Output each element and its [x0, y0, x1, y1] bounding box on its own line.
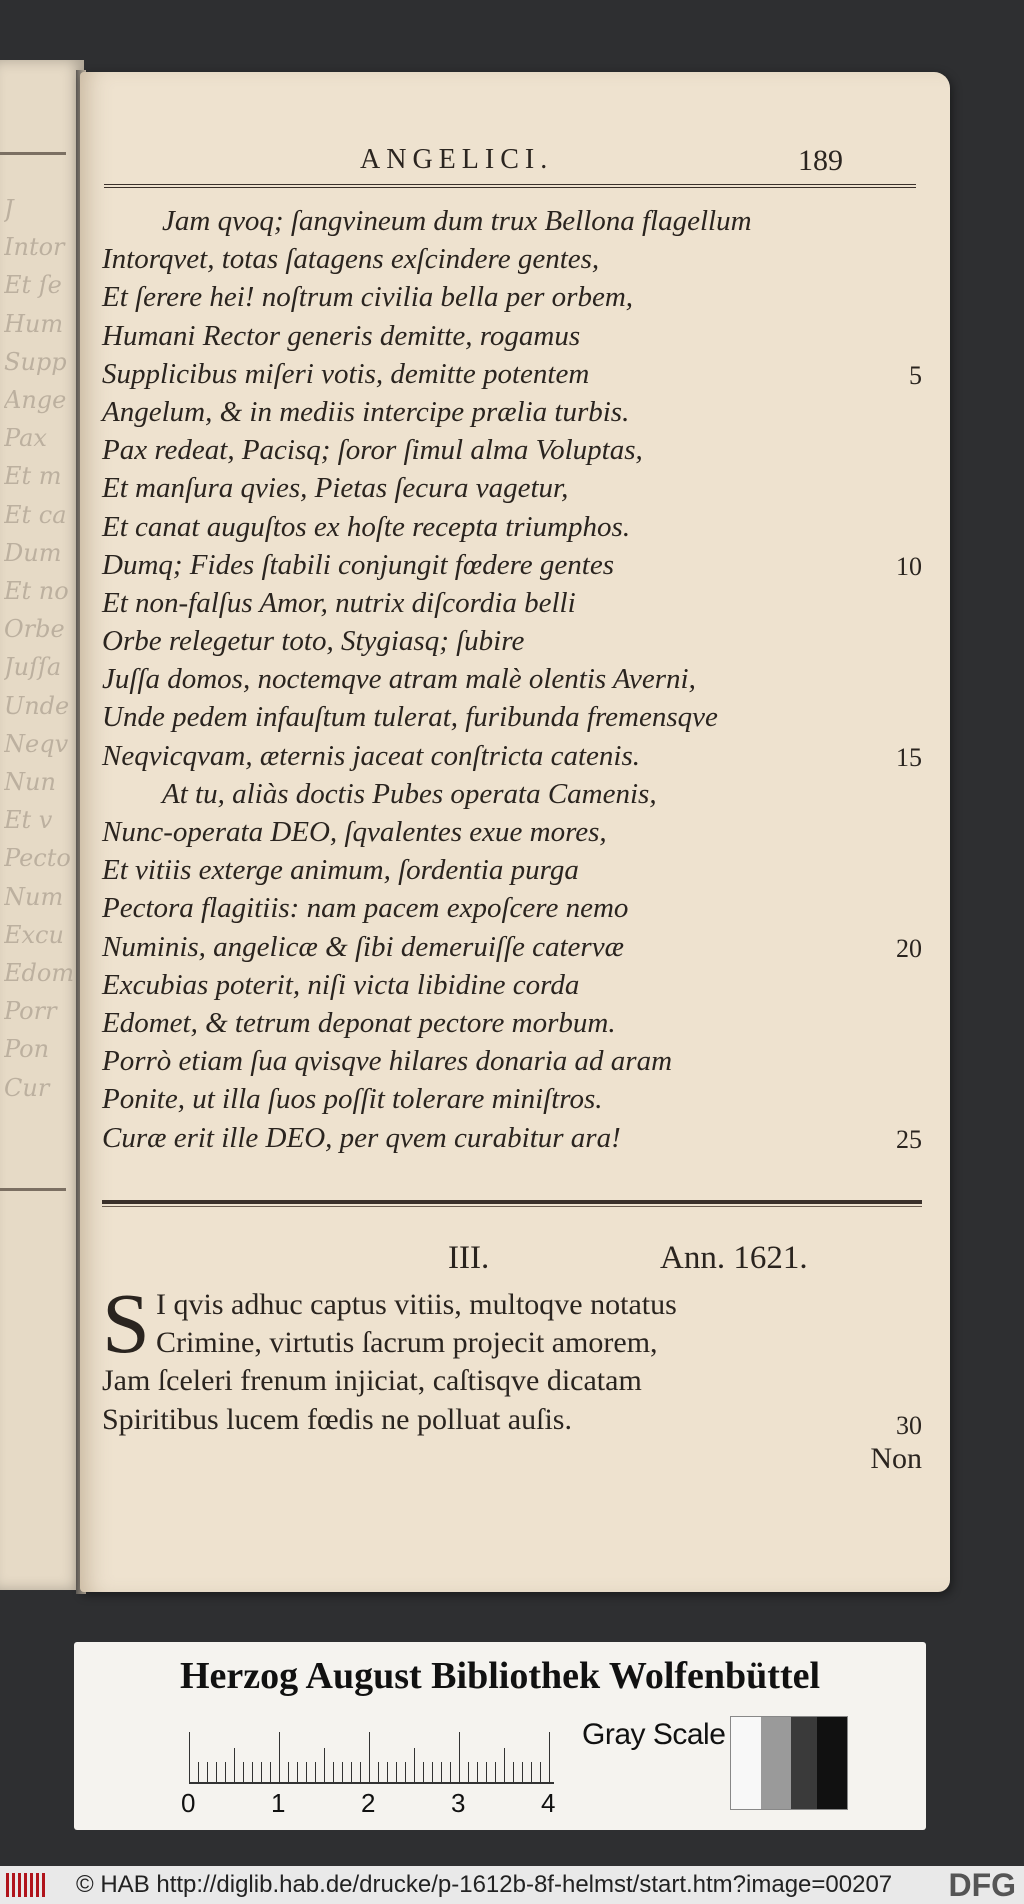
verse-text: Et non-falſus Amor, nutrix diſcordia belli [102, 586, 576, 619]
ruler-tick [279, 1732, 280, 1784]
bleed-fragment: Edom [4, 959, 75, 988]
ruler-tick [387, 1762, 388, 1784]
page-number: 189 [798, 144, 843, 177]
catchword: Non [870, 1442, 922, 1475]
bleed-fragment: Et m [4, 462, 62, 491]
verse-text: Humani Rector generis demitte, rogamus [102, 319, 581, 352]
bleed-fragment: Et ſe [4, 271, 62, 300]
verse-line [102, 966, 922, 1004]
ruler-tick [405, 1762, 406, 1784]
line-number: 15 [896, 742, 922, 772]
verse-line [102, 851, 922, 889]
ruler-tick [333, 1762, 334, 1784]
bleed-fragment: Porr [4, 997, 57, 1026]
verse-line [102, 698, 922, 736]
roman-line [102, 1286, 922, 1324]
swatch-white [731, 1717, 761, 1809]
bleed-fragment: Pecto [4, 844, 71, 873]
dfg-logo: DFG [948, 1867, 1016, 1903]
section-divider [102, 1200, 922, 1204]
roman-text: I qvis adhuc captus vitiis, multoqve notatus [156, 1288, 677, 1321]
verse-text: Jam qvoq; ſangvineum dum trux Bellona flagellum [162, 205, 752, 237]
ruler-number: 3 [451, 1788, 466, 1818]
verse-text: Et canat auguſtos ex hoſte recepta triumphos. [102, 510, 631, 543]
verse-line [102, 737, 922, 775]
swatch-dark [791, 1717, 817, 1809]
verse-text: Neqvicqvam, æternis jaceat conſtricta catenis. [102, 739, 640, 772]
verse-line [102, 1004, 922, 1042]
verse-line [102, 240, 922, 278]
bleed-fragment: Pax [4, 424, 47, 453]
ruler-tick [477, 1762, 478, 1784]
verse-line [102, 889, 922, 927]
library-name: Herzog August Bibliothek Wolfenbüttel [179, 1655, 821, 1697]
running-title: ANGELICI. [360, 144, 554, 175]
ruler-tick [189, 1732, 190, 1784]
verse-text: Supplicibus miſeri votis, demitte potentem [102, 357, 590, 390]
ruler-number: 0 [181, 1788, 196, 1818]
hab-logo-icon[interactable] [6, 1873, 46, 1897]
verse-line [102, 584, 922, 622]
line-number: 25 [896, 1124, 922, 1154]
ruler-tick [234, 1748, 235, 1784]
roman-text: Jam ſceleri frenum injiciat, caſtisqve dicatam [102, 1364, 642, 1398]
bleed-fragment: Unde [4, 691, 70, 720]
ruler-tick [423, 1762, 424, 1784]
verse-text: Intorqvet, totas ſatagens exſcindere gentes, [102, 243, 600, 276]
bleed-fragment: Nun [4, 768, 56, 797]
verse-text: At tu, aliàs doctis Pubes operata Camenis, [162, 777, 657, 810]
ruler-tick [495, 1762, 496, 1784]
verse-text: Unde pedem infauſtum tulerat, furibunda fremensqve [102, 701, 718, 734]
ruler-tick [207, 1762, 208, 1784]
head-rule [104, 184, 916, 188]
previous-page-rule [0, 152, 66, 155]
verse-line [102, 660, 922, 698]
verse-text: Numinis, angelicæ & ſibi demeruiſſe catervæ [102, 930, 624, 963]
section-number: III. [448, 1240, 490, 1276]
ruler-tick [522, 1762, 523, 1784]
verse-text: Pax redeat, Pacisq; ſoror ſimul alma Voluptas, [102, 434, 643, 467]
verse-text: Ponite, ut illa ſuos poſſit tolerare miniſtros. [102, 1083, 603, 1116]
verse-line [102, 775, 922, 813]
bleed-fragment: Et ca [4, 500, 67, 529]
roman-line [102, 1401, 922, 1439]
line-number: 30 [896, 1410, 922, 1440]
bleed-fragment: Orbe [4, 615, 65, 644]
library-label-card [74, 1642, 926, 1830]
bleed-fragment: J [4, 195, 14, 223]
ruler-tick [396, 1762, 397, 1784]
verse-line [102, 813, 922, 851]
verse-line [102, 508, 922, 546]
section-heading [80, 1240, 950, 1286]
verse-line [102, 393, 922, 431]
verse-line [102, 202, 922, 240]
line-number: 5 [909, 360, 922, 390]
previous-page-bleed-text [4, 190, 82, 1107]
bleed-fragment: Juſſa [4, 653, 62, 682]
ruler-tick [441, 1762, 442, 1784]
ruler-tick [216, 1762, 217, 1784]
verse-text: Angelum, & in mediis intercipe prælia turbis. [102, 395, 630, 428]
verse-text: Et vitiis exterge animum, ſordentia purga [102, 854, 579, 887]
section-year: Ann. 1621. [660, 1240, 808, 1276]
bleed-fragment: Neqv [4, 729, 69, 758]
ruler-tick [270, 1762, 271, 1784]
ruler-tick [297, 1762, 298, 1784]
bleed-fragment: Dum [4, 538, 62, 567]
verse-line [102, 469, 922, 507]
bleed-fragment: Supp [4, 347, 67, 376]
ruler-tick [531, 1762, 532, 1784]
verse-text: Dumq; Fides ſtabili conjungit fœdere gentes [102, 548, 614, 581]
bleed-fragment: Et no [4, 577, 69, 606]
ruler-tick [432, 1762, 433, 1784]
roman-text: Spiritibus lucem fœdis ne polluat auſis. [102, 1402, 572, 1436]
ruler-tick [324, 1748, 325, 1784]
verse-text: Edomet, & tetrum deponat pectore morbum. [102, 1006, 616, 1039]
roman-text: Crimine, virtutis ſacrum projecit amorem, [156, 1326, 658, 1360]
verse-text: Pectora flagitiis: nam pacem expoſcere nemo [102, 892, 629, 925]
ruler-tick [315, 1762, 316, 1784]
ruler-tick [351, 1762, 352, 1784]
ruler-tick [486, 1762, 487, 1784]
verse-line [102, 1080, 922, 1118]
ruler-number: 2 [361, 1788, 376, 1818]
verse-line [102, 622, 922, 660]
verse-line [102, 431, 922, 469]
drop-cap: S [102, 1275, 150, 1371]
ruler-tick [288, 1762, 289, 1784]
swatch-gray [761, 1717, 791, 1809]
ruler-number: 1 [271, 1788, 286, 1818]
ruler-tick [261, 1762, 262, 1784]
grayscale-swatches [730, 1716, 848, 1810]
roman-verse-block [102, 1275, 922, 1440]
verse-text: Porrò etiam ſua qvisqve hilares donaria ad aram [102, 1045, 673, 1078]
ruler-tick [252, 1762, 253, 1784]
ruler-tick [468, 1762, 469, 1784]
verse-text: Excubias poterit, niſi victa libidine corda [102, 968, 580, 1001]
footer-permalink[interactable]: © HAB http://diglib.hab.de/drucke/p-1612b-8f-helmst/start.htm?image=00207 [76, 1871, 893, 1898]
line-number: 20 [896, 933, 922, 963]
bleed-fragment: Excu [4, 920, 64, 949]
verse-text: Nunc-operata DEO, ſqvalentes exue mores, [102, 816, 607, 848]
previous-page-rule-lower [0, 1188, 66, 1191]
ruler-number: 4 [541, 1788, 556, 1818]
ruler-tick [504, 1748, 505, 1784]
verse-text: Et manſura qvies, Pietas ſecura vagetur, [102, 472, 569, 505]
ruler-tick [459, 1732, 460, 1784]
verse-text: Et ſerere hei! noſtrum civilia bella per orbem, [102, 281, 634, 314]
bleed-fragment: Cur [4, 1073, 50, 1102]
verse-text: Juſſa domos, noctemqve atram malè olentis Averni, [102, 663, 696, 696]
scale-ruler [189, 1722, 559, 1784]
ruler-tick [306, 1762, 307, 1784]
ruler-tick [450, 1762, 451, 1784]
verse-text: Curæ erit ille DEO, per qvem curabitur ara! [102, 1121, 621, 1154]
bleed-fragment: Hum [4, 309, 64, 338]
swatch-black [817, 1717, 847, 1809]
book-page [80, 72, 950, 1592]
ruler-tick [378, 1762, 379, 1784]
ruler-tick [243, 1762, 244, 1784]
verse-line [102, 1119, 922, 1157]
verse-line [102, 546, 922, 584]
bleed-fragment: Et v [4, 806, 53, 835]
ruler-tick [540, 1762, 541, 1784]
bleed-fragment: Ange [4, 386, 67, 415]
verse-line [102, 928, 922, 966]
ruler-tick [513, 1762, 514, 1784]
verse-line [102, 1042, 922, 1080]
ruler-tick [414, 1748, 415, 1784]
ruler-tick [369, 1732, 370, 1784]
bleed-fragment: Intor [4, 233, 65, 262]
ruler-tick [342, 1762, 343, 1784]
verse-line [102, 317, 922, 355]
previous-page-edge [0, 60, 84, 1590]
ruler-tick [549, 1732, 550, 1784]
ruler-tick [360, 1762, 361, 1784]
line-number: 10 [896, 551, 922, 581]
verse-text: Orbe relegetur toto, Stygiasq; ſubire [102, 625, 525, 658]
ruler-tick [225, 1762, 226, 1784]
verse-line [102, 278, 922, 316]
verse-block [102, 202, 922, 1157]
verse-line [102, 355, 922, 393]
bleed-fragment: Pon [4, 1035, 50, 1064]
ruler-tick [198, 1762, 199, 1784]
grayscale-label: Gray Scale [582, 1718, 726, 1751]
roman-line [102, 1324, 922, 1362]
bleed-fragment: Num [4, 882, 64, 911]
roman-line [102, 1362, 922, 1400]
section-divider-thin [102, 1206, 922, 1207]
footer-bar [0, 1866, 1024, 1904]
